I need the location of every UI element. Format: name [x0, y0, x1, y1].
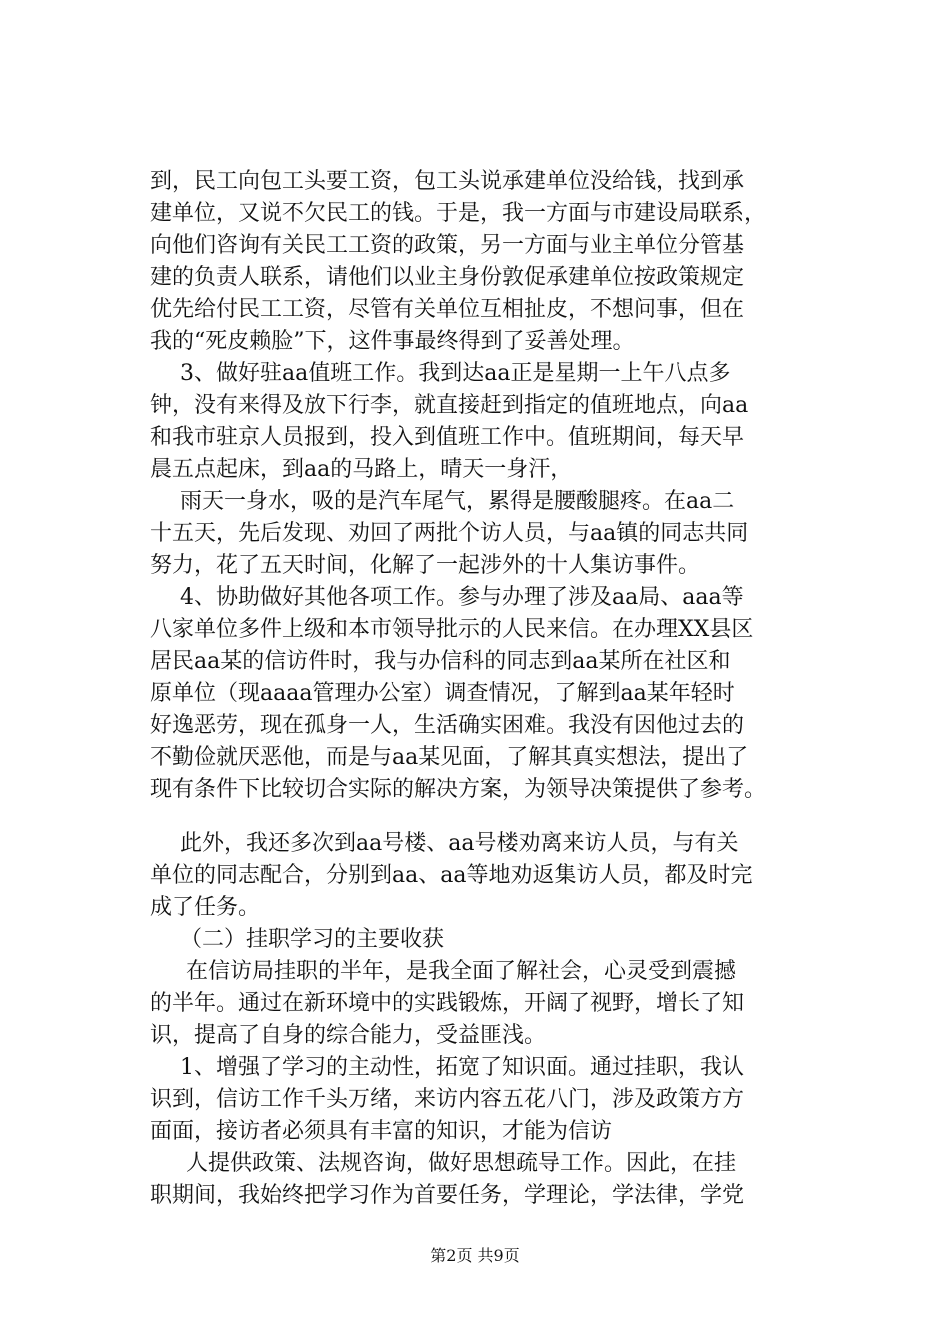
- text-line: 雨天一身水，吸的是汽车尾气，累得是腰酸腿疼。在aa二: [180, 489, 735, 514]
- paragraph-4: [150, 582, 830, 806]
- page-number-footer: 第2页 共9页: [430, 1246, 520, 1265]
- text-line: 识，提高了自身的综合能力，受益匪浅。: [150, 1023, 547, 1048]
- text-line: 原单位（现aaaa管理办公室）调查情况，了解到aa某年轻时: [150, 681, 735, 706]
- paragraph-7: [150, 956, 830, 1052]
- text-line: 面面，接访者必须具有丰富的知识，才能为信访: [150, 1119, 613, 1144]
- text-line: 和我市驻京人员报到，投入到值班工作中。值班期间，每天早: [150, 425, 745, 450]
- paragraph-3: [150, 486, 830, 582]
- text-line: 不勤俭就厌恶他，而是与aa某见面，了解其真实想法，提出了: [150, 745, 749, 770]
- paragraph-1: [150, 166, 830, 358]
- paragraph-2: [150, 358, 830, 486]
- text-line: 努力，花了五天时间，化解了一起涉外的十人集访事件。: [150, 553, 701, 578]
- text-line: 居民aa某的信访件时，我与办信科的同志到aa某所在社区和: [150, 649, 731, 674]
- text-line: 八家单位多件上级和本市领导批示的人民来信。在办理XX县区: [150, 617, 754, 642]
- text-line: 成了任务。: [150, 895, 261, 920]
- text-line: 单位的同志配合，分别到aa、aa等地劝返集访人员，都及时完: [150, 863, 753, 888]
- text-line: 人提供政策、法规咨询，做好思想疏导工作。因此，在挂: [186, 1151, 737, 1176]
- text-line: 4、协助做好其他各项工作。参与办理了涉及aa局、aaa等: [180, 585, 744, 610]
- text-line: 识到，信访工作千头万绪，来访内容五花八门，涉及政策方方: [150, 1087, 745, 1112]
- text-line: 到，民工向包工头要工资，包工头说承建单位没给钱，找到承: [150, 169, 745, 194]
- text-line: 向他们咨询有关民工工资的政策，另一方面与业主单位分管基: [150, 233, 745, 258]
- text-line: 好逸恶劳，现在孤身一人，生活确实困难。我没有因他过去的: [150, 713, 745, 738]
- text-line: 十五天，先后发现、劝回了两批个访人员，与aa镇的同志共同: [150, 521, 749, 546]
- text-line: 职期间，我始终把学习作为首要任务，学理论，学法律，学党: [150, 1183, 745, 1208]
- text-line: 现有条件下比较切合实际的解决方案，为领导决策提供了参考。: [150, 777, 767, 802]
- text-line: 优先给付民工工资，尽管有关单位互相扯皮，不想问事，但在: [150, 297, 745, 322]
- text-line: 建单位，又说不欠民工的钱。于是，我一方面与市建设局联系，: [150, 201, 767, 226]
- text-line: 的半年。通过在新环境中的实践锻炼，开阔了视野，增长了知: [150, 991, 745, 1016]
- text-line: 1、增强了学习的主动性，拓宽了知识面。通过挂职，我认: [180, 1055, 744, 1080]
- document-body: [150, 166, 830, 1212]
- text-line: 在信访局挂职的半年，是我全面了解社会，心灵受到震撼: [186, 959, 737, 984]
- text-line: 3、做好驻aa值班工作。我到达aa正是星期一上午八点多: [180, 361, 731, 386]
- text-line: 此外，我还多次到aa号楼、aa号楼劝离来访人员，与有关: [180, 831, 739, 856]
- text-line: 钟，没有来得及放下行李，就直接赶到指定的值班地点，向aa: [150, 393, 749, 418]
- paragraph-spacer: [150, 806, 830, 828]
- text-line: 我的“死皮赖脸”下，这件事最终得到了妥善处理。: [150, 329, 635, 354]
- paragraph-9: [150, 1148, 830, 1212]
- section-heading: [150, 924, 830, 956]
- paragraph-8: [150, 1052, 830, 1148]
- text-line: 晨五点起床，到aa的马路上，晴天一身汗，: [150, 457, 573, 482]
- text-line: 建的负责人联系，请他们以业主身份敦促承建单位按政策规定: [150, 265, 745, 290]
- section-heading-text: （二）挂职学习的主要收获: [180, 927, 445, 952]
- paragraph-5: [150, 828, 830, 924]
